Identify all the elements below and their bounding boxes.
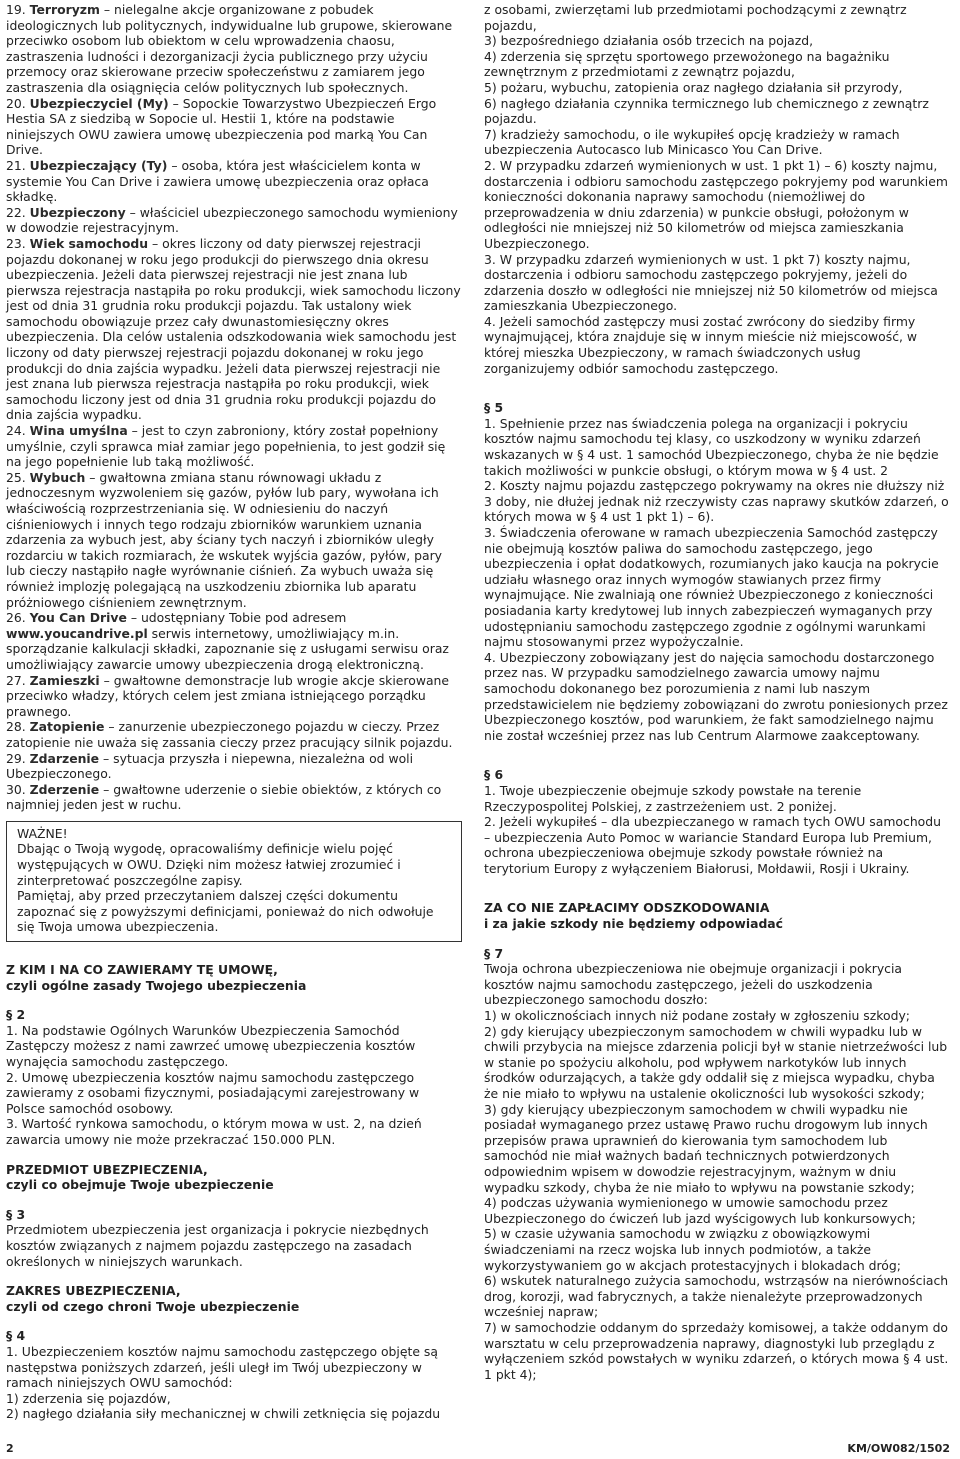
definition-30 bbox=[6, 782, 462, 813]
definition-term: Ubezpieczyciel (My) bbox=[29, 95, 169, 111]
clause-text: 4. Ubezpieczony zobowiązany jest do najęcia samochodu dostarczonego przez nas. W przypadku samodzielnego zawarcia umowy najmu samochodu dokonanego bez porozumienia z nami lub naszym przedstawicielem nie będziemy zobowiązani do zwrotu poniesionych przez Ubezpieczonego kosztów, pod warunkiem, że fakt samodzielnego najmu nie został wcześniej przez nas lub Centrum Alarmowe zaakceptowany. bbox=[484, 649, 948, 743]
definition-20 bbox=[6, 96, 462, 158]
definition-number: 22. bbox=[6, 204, 26, 220]
definition-term: Zatopienie bbox=[29, 719, 105, 735]
list-item: 5) w czasie używania samochodu w związku z obowiązkowymi świadczeniami na rzecz wojska lub innych podmiotów, a także wykorzystywaniem go w akcjach protestacyjnych i blokadach dróg; bbox=[484, 1226, 901, 1273]
clause-text: 2. Koszty najmu pojazdu zastępczego pokrywamy na okres nie dłuższy niż 3 doby, nie dłużej jednak niż rzeczywisty czas naprawy skutków zdarzeń, o których mowa w § 4 ust 1 pkt 1) – 6). bbox=[484, 478, 949, 525]
definition-number: 29. bbox=[6, 750, 26, 766]
list-item: 5) pożaru, wybuchu, zatopienia oraz nagłego działania sił przyrody, bbox=[484, 79, 903, 95]
list-item: 3) bezpośredniego działania osób trzecich na pojazd, bbox=[484, 33, 814, 49]
paragraph-number: § 7 bbox=[484, 945, 504, 961]
definition-text: – okres liczony od daty pierwszej rejestracji pojazdu dokonanej w roku jego produkcji do pierwszego dnia okresu ubezpieczenia. Jeżeli data pierwszej rejestracji nie jest znana lub pierwsza rejestracja nastąpiła po roku produkcji, wiek samochodu liczony jest od dnia 31 grudnia roku produkcji pojazdu. Tak ustalony wiek samochodu obowiązuje przez cały dwunastomiesięczny okres ubezpieczenia. Dla celów ustalenia odszkodowania wiek samochodu jest liczony od daty pierwszej rejestracji pojazdu dokonanej w roku jego produkcji do dnia zajścia wypadku. Jeżeli data pierwszej rejestracji nie jest znana lub pierwsza rejestracja nastąpiła po roku produkcji, wiek samochodu liczony jest od dnia 31 grudnia roku produkcji pojazdu do dnia zajścia wypadku. bbox=[6, 235, 461, 423]
definition-number: 21. bbox=[6, 157, 26, 173]
clause-text: 4. Jeżeli samochód zastępczy musi zostać zwrócony do siedziby firmy wynajmującej, która znajduje się w innym mieście niż miejscowość, w której mieszka Ubezpieczony, w ramach świadczonych usług zorganizujemy odbiór samochodu zastępczego. bbox=[484, 313, 918, 376]
definition-text: – osoba, która jest właścicielem konta w systemie You Can Drive i zawiera umowę ubezpieczenia oraz opłaca składkę. bbox=[6, 157, 429, 205]
definition-number: 26. bbox=[6, 610, 26, 626]
important-notice-box bbox=[6, 821, 462, 942]
list-item: 4) zderzenia się sprzętu sportowego przewożonego na bagażniku zewnętrznym z przedmiotami z zewnątrz pojazdu, bbox=[484, 48, 890, 80]
definition-term: Zdarzenie bbox=[29, 750, 100, 766]
definition-number: 19. bbox=[6, 2, 26, 17]
clause-text: 3. Wartość rynkowa samochodu, o którym mowa w ust. 2, na dzień zawarcia umowy nie może przekraczać 150.000 PLN. bbox=[6, 1116, 422, 1147]
paragraph-number: § 4 bbox=[6, 1328, 26, 1344]
clause-text: 1. Ubezpieczeniem kosztów najmu samochodu zastępczego objęte są następstwa poniższych zdarzeń, jeśli uległ im Twój ubezpieczony w ramach niniejszych OWU samochód: bbox=[6, 1343, 438, 1391]
definition-number: 24. bbox=[6, 423, 26, 439]
definition-term: Ubezpieczający (Ty) bbox=[29, 157, 168, 173]
clause-text: Przedmiotem ubezpieczenia jest organizacja i pokrycie niezbędnych kosztów związanych z najmem pojazdu zastępczego na zasadach określonych w niniejszych warunkach. bbox=[6, 1222, 429, 1269]
list-item: 6) nagłego działania czynnika termicznego lub chemicznego z zewnątrz pojazdu. bbox=[484, 95, 929, 127]
paragraph-number: § 3 bbox=[6, 1206, 26, 1222]
list-item: 2) nagłego działania siły mechanicznej w chwili zetknięcia się pojazdu bbox=[6, 1406, 441, 1422]
definition-text: serwis internetowy, umożliwiający m.in. sporządzanie kalkulacji składki, zapoznanie się z usługami serwisu oraz umożliwiający zawarcie umowy ubezpieczenia drogą elektroniczną. bbox=[6, 625, 449, 672]
list-item: 7) kradzieży samochodu, o ile wykupiłeś opcję kradzieży w ramach ubezpieczenia Autocasco lub Minicasco You Can Drive. bbox=[484, 126, 900, 158]
page-number: 2 bbox=[6, 1442, 14, 1455]
notice-paragraph: Pamiętaj, aby przed przeczytaniem dalszej części dokumentu zapoznać się z powyższymi definicjami, ponieważ do nich odwołuje się Twoja umowa ubezpieczenia. bbox=[17, 888, 434, 935]
definition-number: 28. bbox=[6, 719, 26, 735]
definition-28 bbox=[6, 719, 462, 750]
website-link[interactable]: www.youcandrive.pl bbox=[6, 625, 148, 641]
definition-number: 23. bbox=[6, 235, 26, 251]
definition-19 bbox=[6, 2, 462, 96]
clause-text: z osobami, zwierzętami lub przedmiotami pochodzącymi z zewnątrz pojazdu, bbox=[484, 2, 907, 33]
clause-text: 1. Na podstawie Ogólnych Warunków Ubezpieczenia Samochód Zastępczy możesz z nami zawrzeć umowę ubezpieczenia kosztów wynajęcia samochodu zastępczego. bbox=[6, 1022, 416, 1069]
list-item: 3) gdy kierujący ubezpieczonym samochodem w chwili wypadku nie posiadał wymaganego przez ustawę Prawo ruchu drogowym lub innych przepisów prawa uprawnień do kierowania tym samochodem lub samochód nie miał ważnych badań technicznych potwierdzonych odpowiednim wpisem w dowodzie rejestracyjnym, ważnym w dniu wypadku szkody, chyba że nie miało to wpływu na powstanie szkody; bbox=[484, 1101, 928, 1195]
definition-text: – jest to czyn zabroniony, który został popełniony umyślnie, czyli sprawca miał zamiar jego popełnienia, to jest godził się na jego popełnienie lub taką możliwość. bbox=[6, 423, 446, 470]
definition-term: Ubezpieczony bbox=[29, 204, 126, 220]
definition-term: You Can Drive bbox=[29, 610, 127, 626]
section-heading: Z KIM I NA CO ZAWIERAMY TĘ UMOWĘ, bbox=[6, 962, 278, 978]
paragraph-number: § 2 bbox=[6, 1007, 26, 1023]
definition-text: – właściciel ubezpieczonego samochodu wymieniony w dowodzie rejestracyjnym. bbox=[6, 204, 458, 236]
definition-text: – udostępniany Tobie pod adresem bbox=[126, 610, 347, 626]
definition-term: Wina umyślna bbox=[29, 423, 128, 439]
right-column bbox=[484, 2, 950, 1382]
definition-text: – gwałtowna zmiana stanu równowagi układu z jednoczesnym wyzwoleniem się gazów, pyłów lub pary, wywołana ich właściwością rozprzestrzeniania się. W odniesieniu do naczyń ciśnieniowych i innych tego rodzaju zbiorników warunkiem uznania zdarzenia za wybuch jest, aby ściany tych naczyń i zbiorników uległy rozdarciu w takich rozmiarach, że wskutek wyjścia gazów, pyłów, pary lub cieczy nastąpiło nagłe wyrównanie ciśnień. Za wybuch uważa się również implozję polegającą na uszkodzeniu zbiornika lub aparatu próżniowego ciśnieniem zewnętrznym. bbox=[6, 469, 443, 610]
definition-term: Terroryzm bbox=[29, 2, 100, 17]
clause-text: 2. Umowę ubezpieczenia kosztów najmu samochodu zastępczego zawieramy z osobami fizycznymi, posiadającymi zarejestrowany w Polsce samochód osobowy. bbox=[6, 1069, 420, 1116]
clause-text: 2. Jeżeli wykupiłeś – dla ubezpieczanego w ramach tych OWU samochodu – ubezpieczenia Auto Pomoc w wariancie Standard Europa lub Premium, ochrona ubezpieczeniowa obejmuje szkody powstałe również na terytorium Europy z wyłączeniem Białorusi, Mołdawii, Rosji i Ukrainy. bbox=[484, 814, 941, 876]
list-item: 1) zderzenia się pojazdów, bbox=[6, 1390, 171, 1406]
notice-title: WAŻNE! bbox=[17, 825, 68, 841]
left-column bbox=[6, 2, 462, 1422]
definition-23 bbox=[6, 236, 462, 423]
paragraph-number: § 5 bbox=[484, 400, 504, 416]
document-code: KM/OW082/1502 bbox=[847, 1442, 950, 1455]
definition-term: Zamieszki bbox=[29, 672, 100, 688]
definition-number: 20. bbox=[6, 95, 26, 111]
list-item: 6) wskutek naturalnego zużycia samochodu, wstrząsów na nierównościach drog, korozji, wad fabrycznych, a także nienależyte przeprowadzonych wcześniej napraw; bbox=[484, 1273, 949, 1320]
definition-29 bbox=[6, 751, 462, 782]
clause-text: 3. W przypadku zdarzeń wymienionych w ust. 1 pkt 7) koszty najmu, dostarczenia i odbioru samochodu zastępczego pokryjemy, jeżeli do zdarzenia doszło w odległości nie mniejszej niż 50 kilometrów od miejsca zamieszkania Ubezpieczonego. bbox=[484, 251, 938, 314]
definition-text: – zanurzenie ubezpieczonego pojazdu w cieczy. Przez zatopienie nie uważa się zassania cieczy przez pracujący silnik pojazdu. bbox=[6, 719, 453, 750]
list-item: 7) w samochodzie oddanym do sprzedaży komisowej, a także oddanym do warsztatu w celu przeprowadzenia naprawy, diagnostyki lub przeglądu z wyłączeniem szkód powstałych w wyniku zdarzeń, o których mowa § 4 ust. 1 pkt 4); bbox=[484, 1319, 949, 1382]
definition-term: Wiek samochodu bbox=[29, 235, 149, 251]
definition-text: – nielegalne akcje organizowane z pobudek ideologicznych lub politycznych, indywidualne lub grupowe, skierowane przeciwko osobom lub obiektom w celu wprowadzenia chaosu, zastraszenia ludności i dezorganizacji życia publicznego przy użyciu przemocy oraz skierowane przeciw społeczeństwu z zamiarem jego zastraszenia dla osiągnięcia celów politycznych lub społecznych. bbox=[6, 2, 453, 95]
notice-paragraph: Dbając o Twoją wygodę, opracowaliśmy definicje wielu pojęć występujących w OWU. Dzięki nim możesz łatwiej zrozumieć i zinterpretować poszczególne zapisy. bbox=[17, 841, 401, 888]
clause-text: Twoja ochrona ubezpieczeniowa nie obejmuje organizacji i pokrycia kosztów najmu samochodu zastępczego, jeżeli do uszkodzenia ubezpieczonego samochodu doszło: bbox=[484, 961, 903, 1008]
list-item: 4) podczas używania wymienionego w umowie samochodu przez Ubezpieczonego do ćwiczeń lub jazd wyścigowych lub konkursowych; bbox=[484, 1195, 916, 1226]
section-heading: PRZEDMIOT UBEZPIECZENIA, bbox=[6, 1161, 208, 1177]
definition-22 bbox=[6, 205, 462, 236]
clause-text: 1. Twoje ubezpieczenie obejmuje szkody powstałe na terenie Rzeczypospolitej Polskiej, z zastrzeżeniem ust. 2 poniżej. bbox=[484, 782, 862, 814]
list-item: 2) gdy kierujący ubezpieczonym samochodem w chwili wypadku lub w chwili przybycia na miejsce zdarzenia policji był w stanie nietrzeźwości lub w stanie po spożyciu alkoholu, pod wpływem narkotyków lub innych środków odurzających, a także gdy oddalił się z miejsca wypadku, chyba że nie miało to wpływu na ustalenie okoliczności lub wysokości szkody; bbox=[484, 1023, 948, 1101]
definition-number: 27. bbox=[6, 672, 26, 688]
definition-25 bbox=[6, 470, 462, 610]
definition-text: – gwałtowne demonstracje lub wrogie akcje skierowane przeciwko władzy, których celem jest zmiana istniejącego porządku prawnego. bbox=[6, 672, 450, 719]
definition-text: – Sopockie Towarzystwo Ubezpieczeń Ergo Hestia SA z siedzibą w Sopocie ul. Hestii 1, które na podstawie niniejszych OWU zawiera umowę ubezpieczenia pod marką You Can Drive. bbox=[6, 95, 437, 158]
clause-text: 2. W przypadku zdarzeń wymienionych w ust. 1 pkt 1) – 6) koszty najmu, dostarczenia i odbioru samochodu zastępczego pokryjemy pod warunkiem konieczności dokonania naprawy samochodu (niemożliwej do przeprowadzenia w dniu zdarzenia) w punkcie obsługi, położonym w odległości nie mniejszej niż 50 kilometrów od miejsca zamieszkania Ubezpieczonego. bbox=[484, 157, 948, 251]
definition-24 bbox=[6, 423, 462, 470]
section-subheading: czyli co obejmuje Twoje ubezpieczenie bbox=[6, 1177, 274, 1193]
definition-term: Wybuch bbox=[29, 469, 86, 485]
section-subheading: czyli od czego chroni Twoje ubezpieczenie bbox=[6, 1298, 300, 1314]
list-item: 1) w okolicznościach innych niż podane zostały w zgłoszeniu szkody; bbox=[484, 1008, 910, 1024]
definition-21 bbox=[6, 158, 462, 205]
section-subheading: i za jakie szkody nie będziemy odpowiadać bbox=[484, 916, 784, 932]
definition-number: 25. bbox=[6, 469, 26, 485]
section-subheading: czyli ogólne zasady Twojego ubezpieczenia bbox=[6, 977, 307, 993]
definition-text: – gwałtowne uderzenie o siebie obiektów, z których co najmniej jeden jest w ruchu. bbox=[6, 781, 442, 813]
definition-text: – sytuacja przyszła i niepewna, niezależna od woli Ubezpieczonego. bbox=[6, 750, 414, 782]
section-heading: ZA CO NIE ZAPŁACIMY ODSZKODOWANIA bbox=[484, 900, 770, 916]
section-heading: ZAKRES UBEZPIECZENIA, bbox=[6, 1283, 181, 1299]
paragraph-number: § 6 bbox=[484, 767, 504, 783]
definition-26 bbox=[6, 610, 462, 672]
clause-text: 3. Świadczenia oferowane w ramach ubezpieczenia Samochód zastępczy nie obejmują kosztów paliwa do samochodu zastępczego, jego ubezpieczenia i opłat dodatkowych, rozumianych jako kaucja na pokrycie udziału własnego oraz innych wymogów stawianych przez firmy wynajmujące. Nie zwalniają one również Ubezpieczonego z konieczności posiadania karty kredytowej lub innych zabezpieczeń wymaganych przy udostępnianiu samochodu zastępczego zgodnie z ogólnymi warunkami najmu stosowanymi przez wypożyczalnie. bbox=[484, 525, 939, 650]
definition-term: Zderzenie bbox=[29, 781, 100, 797]
definition-27 bbox=[6, 673, 462, 720]
clause-text: 1. Spełnienie przez nas świadczenia polega na organizacji i pokryciu kosztów najmu samochodu tej klasy, co uszkodzony w wyniku zdarzeń wskazanych w § 4 ust. 1 samochód Ubezpieczonego, chyba że nie będzie takich możliwości w punkcie obsługi, o którym mowa w § 4 ust. 2 bbox=[484, 415, 939, 478]
definition-number: 30. bbox=[6, 781, 26, 797]
